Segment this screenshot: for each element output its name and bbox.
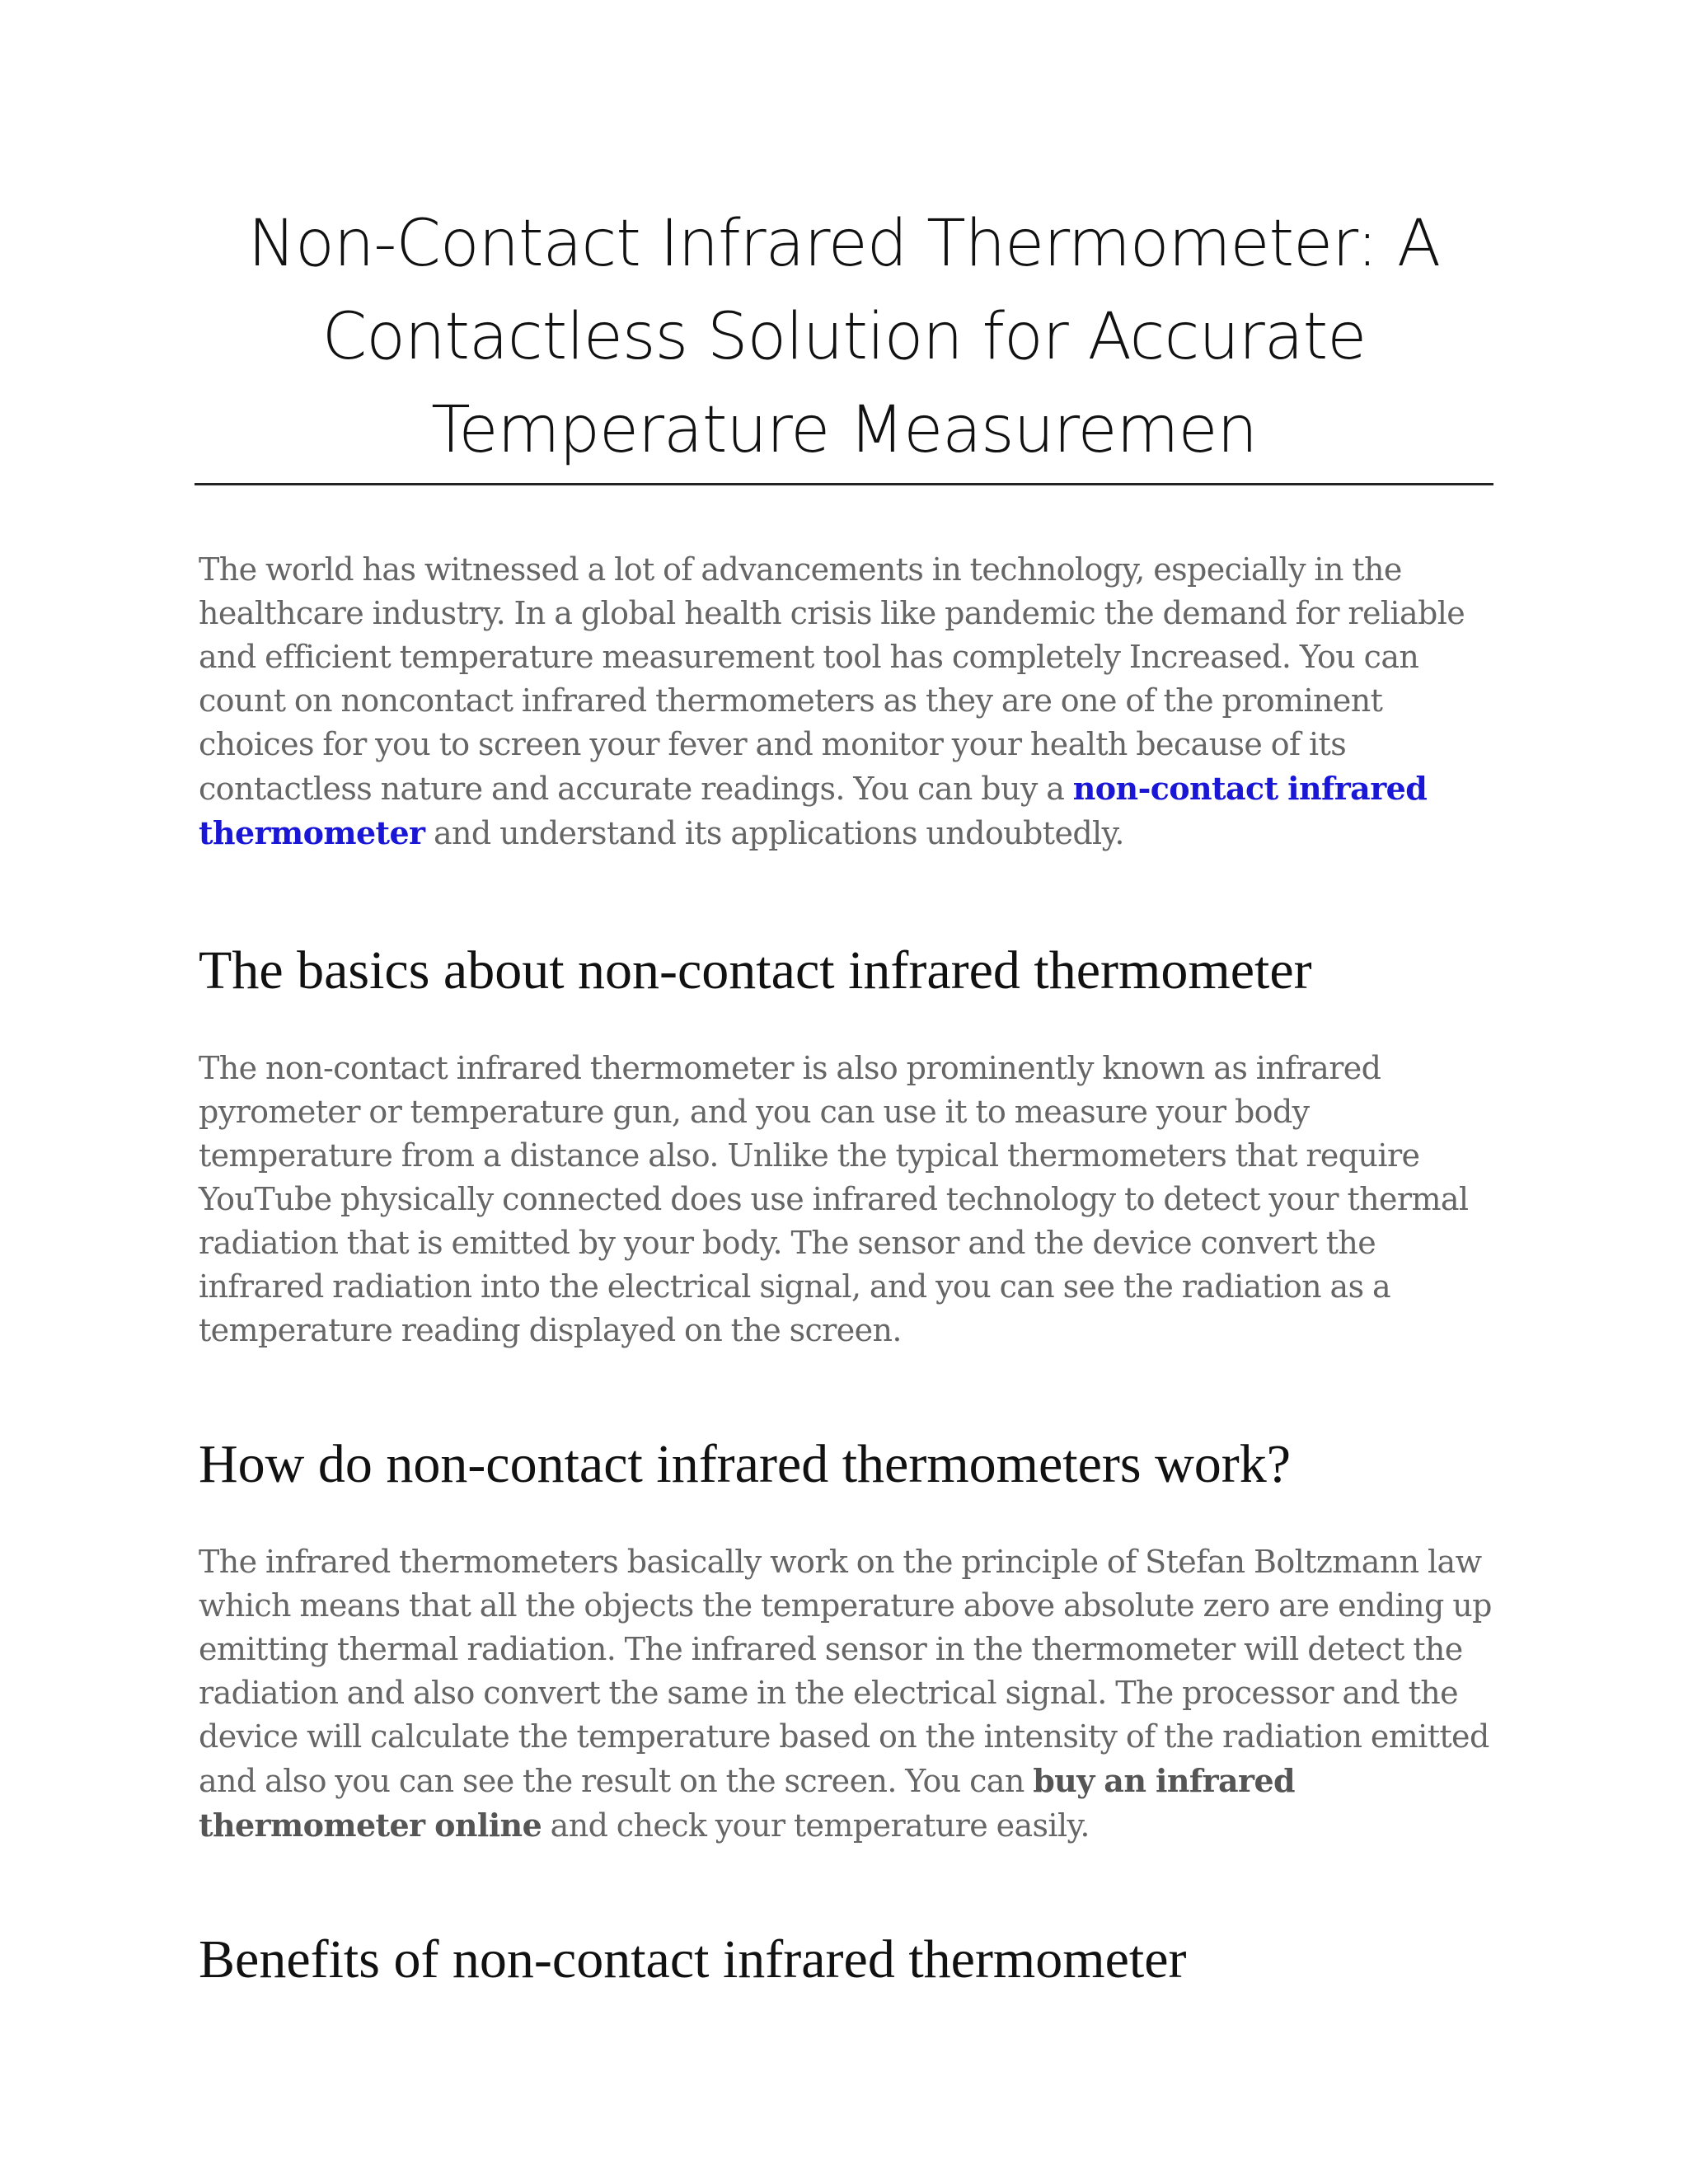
how-text-after-bold: and check your temperature easily. bbox=[542, 1807, 1090, 1844]
buy-online-bold-text: buy an infrared thermometer online bbox=[199, 1762, 1296, 1844]
non-contact-thermometer-link[interactable]: non-contact infrared thermometer bbox=[199, 770, 1428, 851]
article-body bbox=[199, 548, 1493, 1993]
section-heading-benefits: Benefits of non-contact infrared thermometer bbox=[199, 1929, 1187, 1990]
title-line-1: Non-Contact Infrared Thermometer: A bbox=[247, 207, 1441, 281]
intro-text-after-link: and understand its applications undoubtedly. bbox=[424, 815, 1124, 851]
basics-paragraph: The non-contact infrared thermometer is also prominently known as infrared pyrometer or temperature gun, and you can use it to measure your body temperature from a distance also. Unlike the typical thermometers that require YouTube physically connected does use infrared technology to detect your thermal radiation that is emitted by your body. The sensor and the device convert the infrared radiation into the electrical signal, and you can see the radiation as a temperature reading displayed on the screen. bbox=[199, 1050, 1469, 1348]
title-line-2: Contactless Solution for Accurate bbox=[321, 300, 1367, 374]
section-heading-basics: The basics about non-contact infrared thermometer bbox=[199, 940, 1312, 1001]
title-underline-divider bbox=[195, 483, 1493, 485]
how-it-works-paragraph bbox=[199, 1540, 1493, 1848]
section-heading-how-it-works: How do non-contact infrared thermometers work? bbox=[199, 1434, 1292, 1494]
title-line-3: Temperature Measuremen bbox=[431, 393, 1257, 467]
document-title bbox=[195, 198, 1493, 477]
intro-paragraph bbox=[199, 548, 1493, 855]
intro-text-before-link: The world has witnessed a lot of advancements in technology, especially in the healthcare industry. In a global health crisis like pandemic the demand for reliable and efficient temperature measurement tool has completely Increased. You can count on noncontact infrared thermometers as they are one of the prominent choices for you to screen your fever and monitor your health because of its contactless nature and accurate readings. You can buy a bbox=[199, 551, 1465, 807]
how-text-before-bold: The infrared thermometers basically work on the principle of Stefan Boltzmann law which means that all the objects the temperature above absolute zero are ending up emitting thermal radiation. The infrared sensor in the thermometer will detect the radiation and also convert the same in the electrical signal. The processor and the device will calculate the temperature based on the intensity of the radiation emitted and also you can see the result on the screen. You can bbox=[199, 1544, 1492, 1799]
